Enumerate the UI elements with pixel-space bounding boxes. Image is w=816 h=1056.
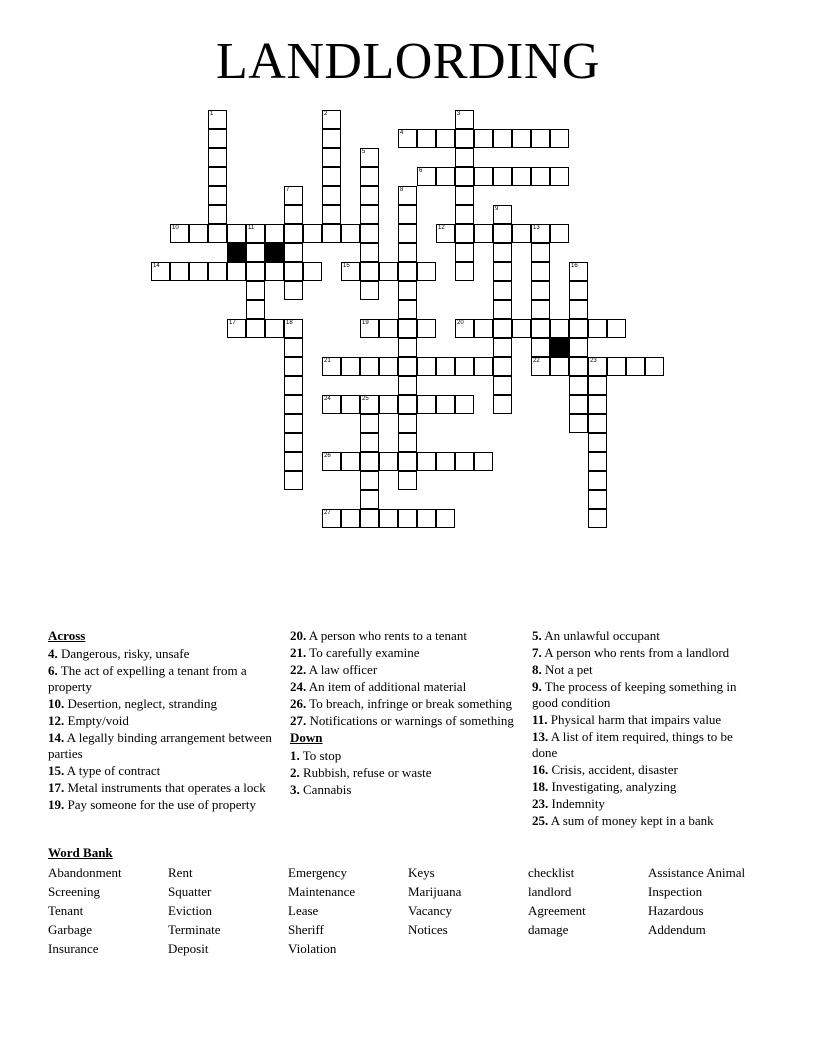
word-bank-item: Hazardous bbox=[648, 903, 704, 918]
grid-cell[interactable] bbox=[493, 376, 512, 395]
grid-cell[interactable] bbox=[474, 452, 493, 471]
grid-cell[interactable] bbox=[360, 262, 379, 281]
word-bank-item: Marijuana bbox=[408, 884, 462, 899]
cell-number: 3 bbox=[457, 111, 461, 117]
grid-cell[interactable] bbox=[398, 338, 417, 357]
grid-cell[interactable] bbox=[284, 471, 303, 490]
grid-cell[interactable] bbox=[493, 338, 512, 357]
cell-number: 14 bbox=[153, 263, 160, 269]
grid-cell[interactable] bbox=[493, 205, 512, 224]
grid-cell[interactable] bbox=[360, 471, 379, 490]
grid-cell[interactable] bbox=[246, 224, 265, 243]
word-bank-item: Emergency bbox=[288, 865, 347, 880]
grid-cell[interactable] bbox=[455, 205, 474, 224]
grid-cell[interactable] bbox=[417, 319, 436, 338]
grid-cell[interactable] bbox=[455, 110, 474, 129]
cell-number: 23 bbox=[590, 358, 597, 364]
grid-cell[interactable] bbox=[360, 433, 379, 452]
grid-cell[interactable] bbox=[322, 224, 341, 243]
grid-cell[interactable] bbox=[246, 300, 265, 319]
clue-down-25: 25. A sum of money kept in a bank bbox=[532, 813, 714, 828]
clue-across-20: 20. A person who rents to a tenant bbox=[290, 628, 467, 643]
word-bank-item: Tenant bbox=[48, 903, 84, 918]
grid-cell[interactable] bbox=[360, 414, 379, 433]
grid-cell[interactable] bbox=[588, 319, 607, 338]
clues-column-1 bbox=[48, 628, 283, 814]
grid-cell[interactable] bbox=[455, 395, 474, 414]
grid-cell[interactable] bbox=[455, 148, 474, 167]
grid-cell[interactable] bbox=[455, 186, 474, 205]
grid-cell[interactable] bbox=[341, 224, 360, 243]
grid-cell[interactable] bbox=[379, 452, 398, 471]
grid-cell[interactable] bbox=[569, 262, 588, 281]
word-bank-item: Assistance Animal bbox=[648, 865, 746, 880]
grid-cell[interactable] bbox=[588, 395, 607, 414]
clue-across-15: 15. A type of contract bbox=[48, 763, 161, 778]
grid-cell[interactable] bbox=[341, 509, 360, 528]
grid-cell[interactable] bbox=[246, 243, 265, 262]
grid-cell[interactable] bbox=[360, 319, 379, 338]
grid-cell[interactable] bbox=[360, 148, 379, 167]
grid-cell[interactable] bbox=[455, 224, 474, 243]
word-bank-item: Addendum bbox=[648, 922, 706, 937]
word-bank-list bbox=[48, 865, 788, 957]
cell-number: 21 bbox=[324, 358, 331, 364]
grid-cell[interactable] bbox=[208, 129, 227, 148]
grid-cell[interactable] bbox=[531, 224, 550, 243]
word-bank-item: Keys bbox=[408, 865, 435, 880]
clue-across-22: 22. A law officer bbox=[290, 662, 378, 677]
grid-cell[interactable] bbox=[436, 129, 455, 148]
grid-cell[interactable] bbox=[531, 319, 550, 338]
grid-cell[interactable] bbox=[512, 319, 531, 338]
grid-cell[interactable] bbox=[550, 224, 569, 243]
grid-cell[interactable] bbox=[227, 319, 246, 338]
grid-cell[interactable] bbox=[550, 319, 569, 338]
grid-cell[interactable] bbox=[284, 338, 303, 357]
grid-cell[interactable] bbox=[607, 357, 626, 376]
clue-down-7: 7. A person who rents from a landlord bbox=[532, 645, 730, 660]
clue-across-19: 19. Pay someone for the use of property bbox=[48, 797, 256, 812]
grid-cell[interactable] bbox=[417, 395, 436, 414]
grid-cell[interactable] bbox=[531, 243, 550, 262]
word-bank-heading: Word Bank bbox=[48, 845, 113, 860]
grid-cell[interactable] bbox=[360, 509, 379, 528]
grid-cell[interactable] bbox=[398, 376, 417, 395]
across-heading: Across bbox=[48, 628, 86, 643]
clue-across-10: 10. Desertion, neglect, stranding bbox=[48, 696, 217, 711]
grid-cell[interactable] bbox=[208, 110, 227, 129]
grid-cell[interactable] bbox=[284, 395, 303, 414]
grid-cell[interactable] bbox=[189, 262, 208, 281]
grid-cell[interactable] bbox=[284, 205, 303, 224]
grid-cell[interactable] bbox=[265, 319, 284, 338]
grid-cell[interactable] bbox=[284, 452, 303, 471]
grid-cell[interactable] bbox=[398, 224, 417, 243]
grid-cell[interactable] bbox=[360, 167, 379, 186]
grid-cell[interactable] bbox=[341, 357, 360, 376]
grid-cell[interactable] bbox=[436, 357, 455, 376]
cell-number: 5 bbox=[362, 149, 366, 155]
word-bank-item: Squatter bbox=[168, 884, 212, 899]
word-bank-item: Notices bbox=[408, 922, 448, 937]
grid-cell[interactable] bbox=[379, 262, 398, 281]
grid-cell[interactable] bbox=[417, 509, 436, 528]
grid-cell[interactable] bbox=[493, 357, 512, 376]
grid-cell[interactable] bbox=[284, 376, 303, 395]
grid-cell[interactable] bbox=[360, 243, 379, 262]
word-bank-item: Terminate bbox=[168, 922, 221, 937]
grid-cell[interactable] bbox=[398, 433, 417, 452]
grid-cell[interactable] bbox=[284, 186, 303, 205]
clue-down-18: 18. Investigating, analyzing bbox=[532, 779, 677, 794]
grid-cell[interactable] bbox=[588, 357, 607, 376]
grid-cell[interactable] bbox=[322, 357, 341, 376]
grid-cell[interactable] bbox=[569, 300, 588, 319]
grid-cell[interactable] bbox=[531, 262, 550, 281]
cell-number: 8 bbox=[400, 187, 404, 193]
grid-cell[interactable] bbox=[436, 452, 455, 471]
grid-cell[interactable] bbox=[303, 262, 322, 281]
grid-cell[interactable] bbox=[208, 186, 227, 205]
grid-cell[interactable] bbox=[569, 319, 588, 338]
cell-number: 25 bbox=[362, 396, 369, 402]
grid-cell[interactable] bbox=[398, 471, 417, 490]
grid-cell[interactable] bbox=[170, 224, 189, 243]
word-bank-item: Garbage bbox=[48, 922, 93, 937]
word-bank-item: Lease bbox=[288, 903, 319, 918]
cell-number: 4 bbox=[400, 130, 404, 136]
grid-cell[interactable] bbox=[550, 129, 569, 148]
clue-down-11: 11. Physical harm that impairs value bbox=[532, 712, 722, 727]
grid-cell[interactable] bbox=[531, 357, 550, 376]
grid-cell[interactable] bbox=[398, 509, 417, 528]
grid-cell[interactable] bbox=[284, 224, 303, 243]
word-bank-item: Rent bbox=[168, 865, 193, 880]
grid-cell[interactable] bbox=[569, 414, 588, 433]
grid-cell[interactable] bbox=[360, 490, 379, 509]
grid-cell[interactable] bbox=[170, 262, 189, 281]
grid-cell[interactable] bbox=[360, 452, 379, 471]
word-bank-item: Vacancy bbox=[408, 903, 453, 918]
cell-number: 19 bbox=[362, 320, 369, 326]
grid-cell[interactable] bbox=[265, 224, 284, 243]
clue-across-26: 26. To breach, infringe or break something bbox=[290, 696, 512, 711]
grid-cell[interactable] bbox=[493, 224, 512, 243]
grid-cell[interactable] bbox=[322, 129, 341, 148]
puzzle-title: LANDLORDING bbox=[216, 33, 600, 90]
cell-number: 20 bbox=[457, 320, 464, 326]
clue-across-4: 4. Dangerous, risky, unsafe bbox=[48, 646, 190, 661]
word-bank-item: Sheriff bbox=[288, 922, 324, 937]
grid-cell[interactable] bbox=[417, 262, 436, 281]
grid-cell[interactable] bbox=[398, 129, 417, 148]
grid-cell[interactable] bbox=[284, 243, 303, 262]
grid-cell[interactable] bbox=[360, 281, 379, 300]
clues-column-3 bbox=[532, 628, 772, 830]
grid-cell[interactable] bbox=[569, 357, 588, 376]
grid-cell[interactable] bbox=[474, 167, 493, 186]
grid-cell[interactable] bbox=[588, 414, 607, 433]
cell-number: 16 bbox=[571, 263, 578, 269]
grid-cell[interactable] bbox=[398, 357, 417, 376]
grid-cell[interactable] bbox=[398, 319, 417, 338]
grid-cell[interactable] bbox=[322, 110, 341, 129]
grid-cell[interactable] bbox=[455, 167, 474, 186]
grid-cell[interactable] bbox=[417, 357, 436, 376]
grid-cell[interactable] bbox=[455, 262, 474, 281]
grid-cell[interactable] bbox=[322, 148, 341, 167]
clue-down-1: 1. To stop bbox=[290, 748, 342, 763]
grid-cell[interactable] bbox=[588, 433, 607, 452]
grid-cell[interactable] bbox=[455, 319, 474, 338]
grid-cell[interactable] bbox=[379, 357, 398, 376]
cell-number: 11 bbox=[248, 225, 255, 231]
grid-cell[interactable] bbox=[227, 224, 246, 243]
grid-cell[interactable] bbox=[322, 395, 341, 414]
grid-cell[interactable] bbox=[512, 129, 531, 148]
word-bank-item: Eviction bbox=[168, 903, 213, 918]
cell-number: 26 bbox=[324, 453, 331, 459]
grid-cell[interactable] bbox=[227, 262, 246, 281]
grid-cell[interactable] bbox=[303, 224, 322, 243]
grid-cell[interactable] bbox=[436, 167, 455, 186]
grid-cell[interactable] bbox=[550, 167, 569, 186]
grid-cell[interactable] bbox=[474, 129, 493, 148]
grid-block bbox=[550, 338, 569, 357]
grid-cell[interactable] bbox=[493, 262, 512, 281]
grid-cell[interactable] bbox=[417, 452, 436, 471]
grid-cell[interactable] bbox=[436, 224, 455, 243]
grid-cell[interactable] bbox=[189, 224, 208, 243]
clue-down-9: 9. The process of keeping something in good condition bbox=[532, 679, 737, 710]
grid-cell[interactable] bbox=[398, 262, 417, 281]
grid-cell[interactable] bbox=[512, 224, 531, 243]
word-bank-item: Agreement bbox=[528, 903, 586, 918]
cell-number: 7 bbox=[286, 187, 290, 193]
grid-cell[interactable] bbox=[417, 167, 436, 186]
grid-cell[interactable] bbox=[341, 262, 360, 281]
grid-cell[interactable] bbox=[360, 224, 379, 243]
grid-cell[interactable] bbox=[208, 148, 227, 167]
grid-cell[interactable] bbox=[360, 186, 379, 205]
word-bank-item: landlord bbox=[528, 884, 572, 899]
clue-across-17: 17. Metal instruments that operates a lock bbox=[48, 780, 266, 795]
grid-cell[interactable] bbox=[379, 395, 398, 414]
grid-cell[interactable] bbox=[208, 262, 227, 281]
grid-cell[interactable] bbox=[360, 357, 379, 376]
grid-cell[interactable] bbox=[398, 281, 417, 300]
clue-down-3: 3. Cannabis bbox=[290, 782, 352, 797]
word-bank-item: Maintenance bbox=[288, 884, 356, 899]
grid-cell[interactable] bbox=[246, 281, 265, 300]
grid-cell[interactable] bbox=[398, 395, 417, 414]
grid-cell[interactable] bbox=[493, 167, 512, 186]
cell-number: 2 bbox=[324, 111, 328, 117]
grid-cell[interactable] bbox=[436, 509, 455, 528]
grid-cell[interactable] bbox=[284, 433, 303, 452]
grid-cell[interactable] bbox=[493, 300, 512, 319]
grid-cell[interactable] bbox=[493, 319, 512, 338]
grid-cell[interactable] bbox=[531, 300, 550, 319]
grid-cell[interactable] bbox=[493, 243, 512, 262]
grid-cell[interactable] bbox=[531, 129, 550, 148]
cell-number: 15 bbox=[343, 263, 350, 269]
grid-cell[interactable] bbox=[569, 395, 588, 414]
grid-cell[interactable] bbox=[493, 281, 512, 300]
grid-block bbox=[265, 243, 284, 262]
grid-cell[interactable] bbox=[626, 357, 645, 376]
clues-column-2 bbox=[290, 628, 525, 799]
grid-cell[interactable] bbox=[360, 395, 379, 414]
grid-cell[interactable] bbox=[512, 167, 531, 186]
grid-cell[interactable] bbox=[531, 338, 550, 357]
grid-cell[interactable] bbox=[455, 452, 474, 471]
grid-cell[interactable] bbox=[322, 167, 341, 186]
clue-down-16: 16. Crisis, accident, disaster bbox=[532, 762, 678, 777]
cell-number: 9 bbox=[495, 206, 499, 212]
grid-cell[interactable] bbox=[531, 167, 550, 186]
cell-number: 27 bbox=[324, 510, 331, 516]
grid-cell[interactable] bbox=[322, 509, 341, 528]
grid-cell[interactable] bbox=[588, 452, 607, 471]
grid-cell[interactable] bbox=[284, 357, 303, 376]
cell-number: 24 bbox=[324, 396, 331, 402]
grid-cell[interactable] bbox=[645, 357, 664, 376]
grid-cell[interactable] bbox=[588, 376, 607, 395]
grid-cell[interactable] bbox=[208, 224, 227, 243]
grid-cell[interactable] bbox=[284, 281, 303, 300]
clue-down-8: 8. Not a pet bbox=[532, 662, 593, 677]
grid-cell[interactable] bbox=[398, 300, 417, 319]
clue-across-14: 14. A legally binding arrangement between parties bbox=[48, 730, 272, 761]
grid-cell[interactable] bbox=[379, 319, 398, 338]
grid-cell[interactable] bbox=[455, 129, 474, 148]
grid-cell[interactable] bbox=[265, 262, 284, 281]
word-bank-item: Violation bbox=[288, 941, 337, 956]
grid-cell[interactable] bbox=[398, 205, 417, 224]
clue-across-27: 27. Notifications or warnings of something bbox=[290, 713, 514, 728]
clue-down-5: 5. An unlawful occupant bbox=[532, 628, 660, 643]
clue-down-2: 2. Rubbish, refuse or waste bbox=[290, 765, 432, 780]
grid-cell[interactable] bbox=[550, 357, 569, 376]
grid-cell[interactable] bbox=[607, 319, 626, 338]
cell-number: 17 bbox=[229, 320, 236, 326]
grid-cell[interactable] bbox=[474, 357, 493, 376]
grid-cell[interactable] bbox=[284, 414, 303, 433]
grid-cell[interactable] bbox=[322, 186, 341, 205]
grid-cell[interactable] bbox=[284, 319, 303, 338]
grid-cell[interactable] bbox=[588, 490, 607, 509]
clue-across-21: 21. To carefully examine bbox=[290, 645, 420, 660]
grid-cell[interactable] bbox=[398, 186, 417, 205]
cell-number: 10 bbox=[172, 225, 179, 231]
cell-number: 12 bbox=[438, 225, 445, 231]
grid-cell[interactable] bbox=[569, 338, 588, 357]
cell-number: 6 bbox=[419, 168, 423, 174]
clue-down-23: 23. Indemnity bbox=[532, 796, 605, 811]
grid-cell[interactable] bbox=[246, 262, 265, 281]
word-bank-item: checklist bbox=[528, 865, 575, 880]
grid-cell[interactable] bbox=[246, 319, 265, 338]
grid-cell[interactable] bbox=[341, 395, 360, 414]
word-bank-item: damage bbox=[528, 922, 569, 937]
grid-cell[interactable] bbox=[588, 509, 607, 528]
grid-cell[interactable] bbox=[588, 471, 607, 490]
grid-cell[interactable] bbox=[322, 205, 341, 224]
grid-cell[interactable] bbox=[436, 395, 455, 414]
grid-cell[interactable] bbox=[417, 129, 436, 148]
cell-number: 1 bbox=[210, 111, 214, 117]
grid-cell[interactable] bbox=[284, 262, 303, 281]
grid-cell[interactable] bbox=[379, 509, 398, 528]
grid-cell[interactable] bbox=[360, 205, 379, 224]
cell-number: 18 bbox=[286, 320, 293, 326]
word-bank-item: Inspection bbox=[648, 884, 703, 899]
word-bank-item: Deposit bbox=[168, 941, 209, 956]
grid-cell[interactable] bbox=[474, 319, 493, 338]
cell-number: 13 bbox=[533, 225, 540, 231]
word-bank bbox=[48, 845, 788, 957]
grid-cell[interactable] bbox=[493, 395, 512, 414]
grid-cell[interactable] bbox=[531, 281, 550, 300]
grid-cell[interactable] bbox=[322, 452, 341, 471]
grid-cell[interactable] bbox=[455, 243, 474, 262]
clue-across-6: 6. The act of expelling a tenant from a property bbox=[48, 663, 247, 694]
grid-cell[interactable] bbox=[455, 357, 474, 376]
grid-cell[interactable] bbox=[398, 243, 417, 262]
cell-number: 22 bbox=[533, 358, 540, 364]
word-bank-item: Abandonment bbox=[48, 865, 122, 880]
down-heading: Down bbox=[290, 730, 323, 745]
word-bank-item: Insurance bbox=[48, 941, 99, 956]
clue-down-13: 13. A list of item required, things to be done bbox=[532, 729, 733, 760]
grid-block bbox=[227, 243, 246, 262]
grid-cell[interactable] bbox=[208, 167, 227, 186]
grid-cell[interactable] bbox=[569, 281, 588, 300]
clue-across-24: 24. An item of additional material bbox=[290, 679, 467, 694]
grid-cell[interactable] bbox=[398, 414, 417, 433]
grid-cell[interactable] bbox=[151, 262, 170, 281]
grid-cell[interactable] bbox=[398, 452, 417, 471]
grid-cell[interactable] bbox=[341, 452, 360, 471]
grid-cell[interactable] bbox=[493, 129, 512, 148]
word-bank-item: Screening bbox=[48, 884, 100, 899]
grid-cell[interactable] bbox=[474, 224, 493, 243]
grid-cell[interactable] bbox=[208, 205, 227, 224]
clue-across-12: 12. Empty/void bbox=[48, 713, 129, 728]
grid-cell[interactable] bbox=[569, 376, 588, 395]
